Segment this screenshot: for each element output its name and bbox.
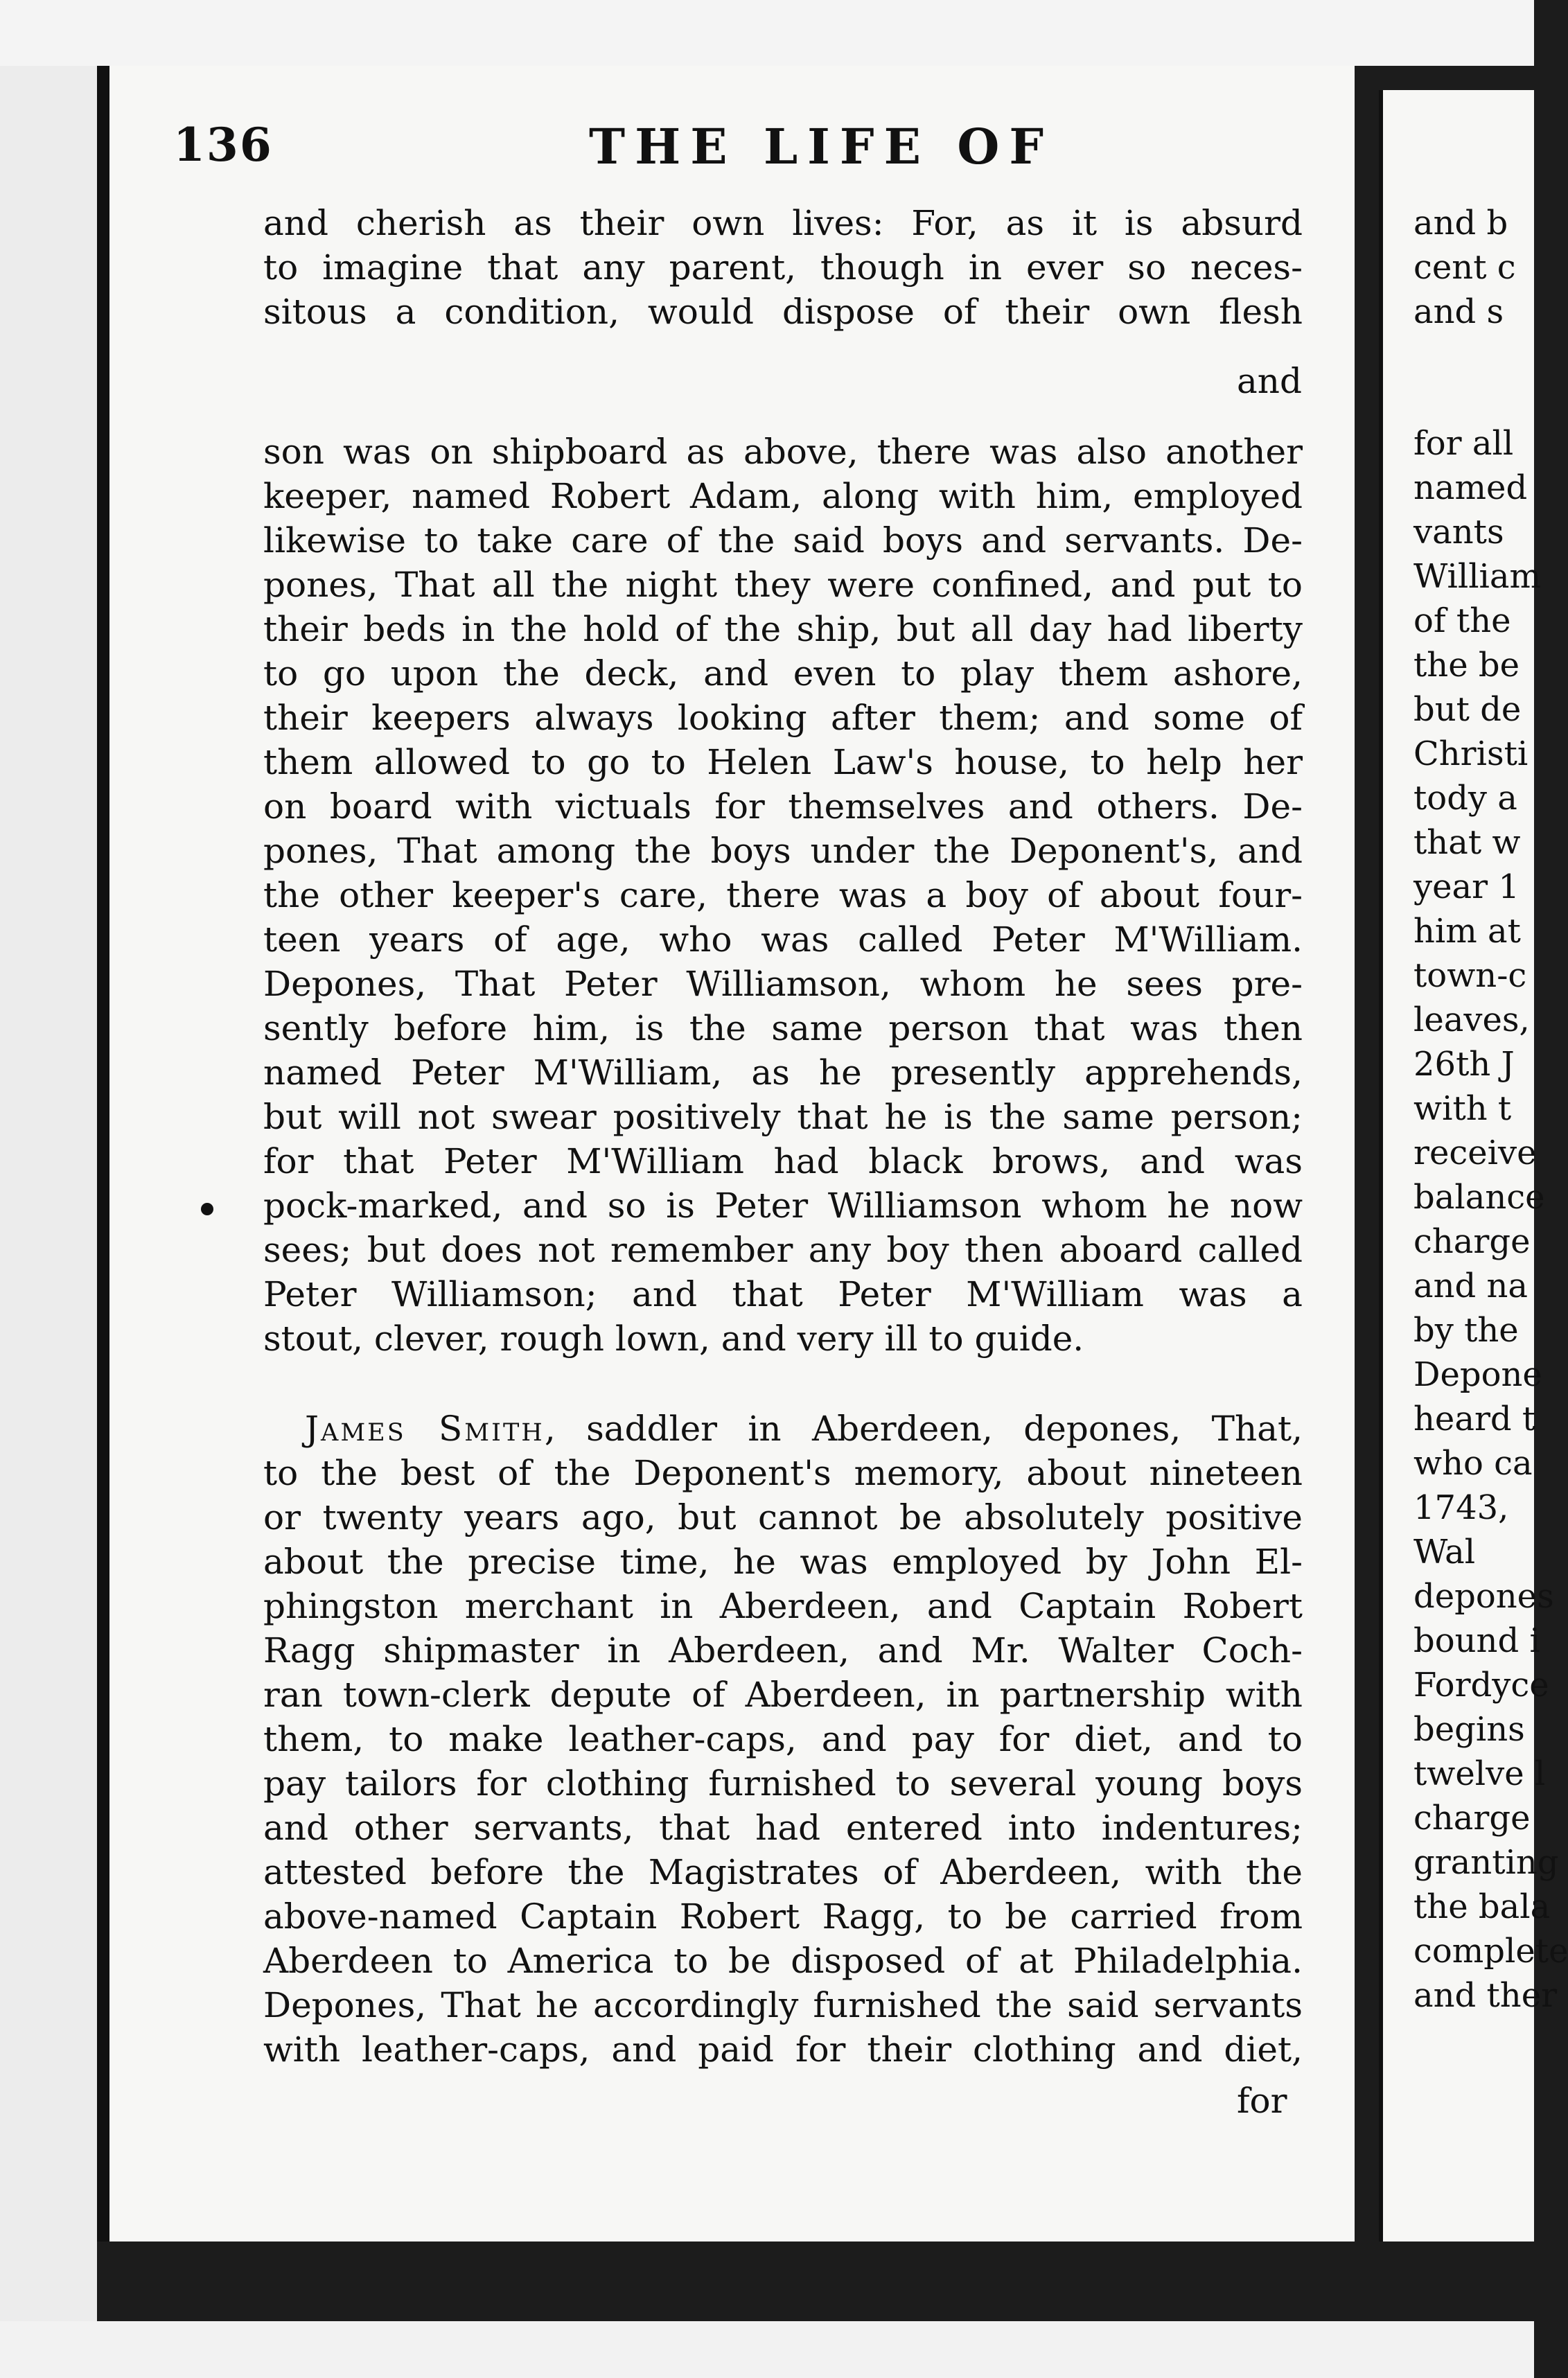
text-line: on board with victuals for themselves and others. De- <box>263 786 1303 827</box>
text-line: Peter Williamson; and that Peter M'William was a <box>263 1274 1303 1314</box>
text-line: sitous a condition, would dispose of their own flesh <box>263 292 1303 332</box>
text-line: pock-marked, and so is Peter Williamson whom he now <box>263 1186 1303 1226</box>
facing-line: Fordyce <box>1413 1666 1549 1705</box>
text-line: their beds in the hold of the ship, but all day had liberty <box>263 609 1303 649</box>
facing-line: depones <box>1413 1577 1554 1616</box>
facing-line: and ther <box>1413 1976 1558 2015</box>
text-line: son was on shipboard as above, there was also another <box>263 432 1303 472</box>
text-line: teen years of age, who was called Peter M'William. <box>263 919 1303 960</box>
top-catchword: and <box>1237 361 1303 401</box>
text-line: keeper, named Robert Adam, along with him, employed <box>263 476 1303 516</box>
facing-line: with t <box>1413 1089 1512 1128</box>
paragraph-first-line <box>263 1407 1303 1451</box>
facing-line: 26th J <box>1413 1045 1515 1084</box>
text-line: for that Peter M'William had black brows, and was <box>263 1141 1303 1181</box>
text-line: Depones, That Peter Williamson, whom he sees pre- <box>263 964 1303 1004</box>
facing-line: receive <box>1413 1134 1537 1172</box>
ink-speck <box>201 1203 213 1215</box>
text-line: with leather-caps, and paid for their clothing and diet, <box>263 2029 1303 2070</box>
facing-line: heard t <box>1413 1400 1536 1438</box>
facing-line: Depone <box>1413 1355 1542 1394</box>
text-line: and cherish as their own lives: For, as it is absurd <box>263 203 1303 243</box>
facing-line: cent c <box>1413 248 1516 287</box>
facing-line: twelve l <box>1413 1754 1546 1793</box>
text-line: to go upon the deck, and even to play them ashore, <box>263 653 1303 694</box>
facing-line: William <box>1413 557 1542 596</box>
running-head <box>173 118 1351 187</box>
facing-line: by the <box>1413 1311 1519 1350</box>
facing-line: tody a <box>1413 779 1517 818</box>
text-line: Aberdeen to America to be disposed of at Philadelphia. <box>263 1941 1303 1981</box>
text-line: or twenty years ago, but cannot be absolutely positive <box>263 1497 1303 1538</box>
facing-line: leaves, <box>1413 1001 1530 1039</box>
facing-line: begins <box>1413 1710 1525 1749</box>
facing-line: that w <box>1413 823 1521 862</box>
facing-line: Wal <box>1413 1533 1476 1571</box>
text-line: ran town-clerk depute of Aberdeen, in partnership with <box>263 1675 1303 1715</box>
facing-line: Christi <box>1413 734 1529 773</box>
facing-line: and s <box>1413 292 1504 331</box>
facing-line: granting <box>1413 1843 1559 1882</box>
top-passage <box>263 201 1303 334</box>
bottom-catchword: for <box>1237 2081 1287 2121</box>
text-line: sently before him, is the same person that was then <box>263 1008 1303 1048</box>
text-line: pones, That all the night they were confined, and put to <box>263 565 1303 605</box>
facing-line: named <box>1413 468 1528 507</box>
facing-line: of the <box>1413 601 1511 640</box>
facing-line: the be <box>1413 646 1519 685</box>
text-line: pay tailors for clothing furnished to several young boys <box>263 1763 1303 1804</box>
text-line: their keepers always looking after them; and some of <box>263 698 1303 738</box>
text-line: pones, That among the boys under the Deponent's, and <box>263 831 1303 871</box>
text-line: to imagine that any parent, though in ever so neces- <box>263 247 1303 288</box>
facing-line: but de <box>1413 690 1522 729</box>
deposition-paragraph-1 <box>263 430 1303 1361</box>
facing-line: town-c <box>1413 956 1527 995</box>
text-line: named Peter M'William, as he presently apprehends, <box>263 1053 1303 1093</box>
text-line: but will not swear positively that he is the same person; <box>263 1097 1303 1137</box>
facing-page-top <box>1413 201 1538 334</box>
facing-line: and b <box>1413 204 1508 243</box>
facing-page-body <box>1413 421 1568 2018</box>
text-line: sees; but does not remember any boy then aboard called <box>263 1230 1303 1270</box>
running-title: THE LIFE OF <box>589 118 1054 175</box>
text-line: about the precise time, he was employed by John El- <box>263 1542 1303 1582</box>
text-line: to the best of the Deponent's memory, about nineteen <box>263 1453 1303 1493</box>
text-line: likewise to take care of the said boys and servants. De- <box>263 520 1303 561</box>
facing-line: bound i <box>1413 1621 1540 1660</box>
text-line: attested before the Magistrates of Aberdeen, with the <box>263 1852 1303 1892</box>
deponent-name: James Smith <box>305 1409 545 1449</box>
facing-line: 1743, <box>1413 1488 1509 1527</box>
facing-line: charge <box>1413 1799 1531 1838</box>
facing-line: year 1 <box>1413 867 1519 906</box>
text-line: above-named Captain Robert Ragg, to be carried from <box>263 1896 1303 1937</box>
facing-line: balance <box>1413 1178 1545 1217</box>
page-number: 136 <box>173 118 273 172</box>
deposition-paragraph-2 <box>263 1407 1303 2072</box>
facing-line: for all <box>1413 424 1514 463</box>
text-line: them, to make leather-caps, and pay for diet, and to <box>263 1719 1303 1759</box>
text-line: Depones, That he accordingly furnished the said servants <box>263 1985 1303 2025</box>
text-line: phingston merchant in Aberdeen, and Captain Robert <box>263 1586 1303 1626</box>
text-line: and other servants, that had entered into indentures; <box>263 1808 1303 1848</box>
facing-line: who ca <box>1413 1444 1533 1483</box>
text-line: the other keeper's care, there was a boy of about four- <box>263 875 1303 915</box>
text-line: them allowed to go to Helen Law's house, to help her <box>263 742 1303 782</box>
scan-top-margin <box>0 0 1534 66</box>
facing-line: charge <box>1413 1222 1531 1261</box>
facing-line: him at <box>1413 912 1521 951</box>
facing-line: the bala <box>1413 1887 1551 1926</box>
facing-line: complete <box>1413 1932 1568 1971</box>
text-fragment: , saddler in Aberdeen, depones, That, <box>544 1409 1303 1449</box>
facing-line: vants <box>1413 513 1504 552</box>
text-line: Ragg shipmaster in Aberdeen, and Mr. Walter Coch- <box>263 1630 1303 1671</box>
facing-line: and na <box>1413 1267 1529 1305</box>
scan-bottom-margin <box>0 2321 1534 2378</box>
scan-left-margin <box>0 66 97 2321</box>
text-line: stout, clever, rough lown, and very ill to guide. <box>263 1319 1084 1359</box>
